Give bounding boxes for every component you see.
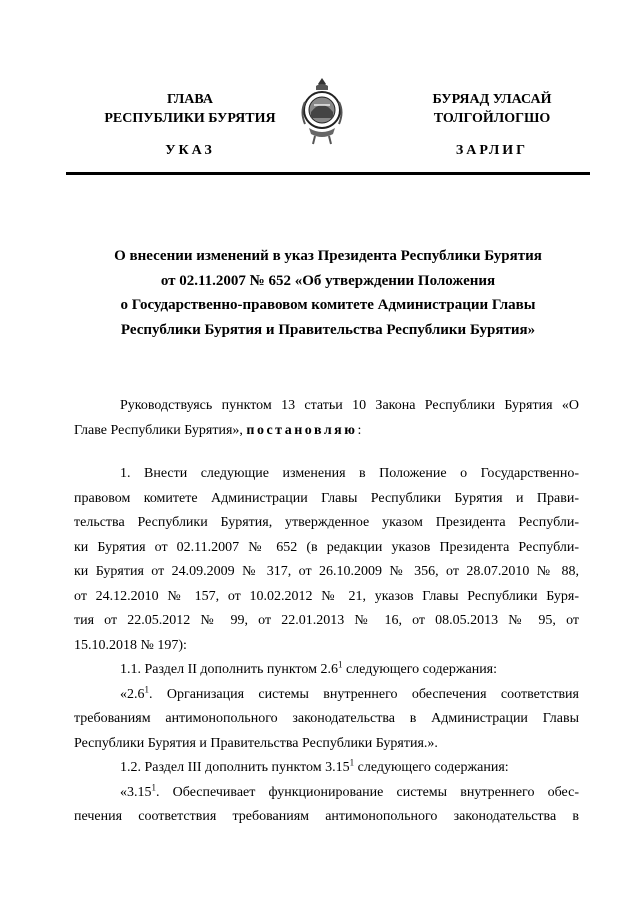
body-line: ки Бурятия от 02.11.2007 № 652 (в редакции указов Президента Республи- bbox=[74, 539, 579, 555]
quote-text: . Организация системы внутреннего обеспечения соответствия bbox=[149, 686, 579, 702]
body-line: 1. Внести следующие изменения в Положение о Государственно- bbox=[120, 466, 579, 481]
body-line: требованиям антимонопольного законодательства в Администрации Главы bbox=[74, 711, 579, 726]
header-right-title: БУРЯАД УЛАСАЙ bbox=[432, 92, 552, 107]
document-title bbox=[66, 244, 590, 342]
preamble-line: Руководствуясь пунктом 13 статьи 10 Закона Республики Бурятия «О bbox=[120, 398, 579, 413]
decree-word: постановляю bbox=[246, 422, 358, 438]
title-line: о Государственно-правовом комитете Администрации Главы bbox=[120, 297, 536, 313]
quote-text: . Обеспечивает функционирование системы внутреннего обес- bbox=[156, 784, 579, 800]
subsection-text: следующего содержания: bbox=[354, 760, 509, 775]
title-line: О внесении изменений в указ Президента Республики Бурятия bbox=[114, 248, 542, 264]
title-line: от 02.11.2007 № 652 «Об утверждении Положения bbox=[160, 272, 496, 289]
subsection-text: 1.2. Раздел III дополнить пунктом 3.15 bbox=[120, 760, 350, 775]
quote-3-15 bbox=[74, 781, 579, 806]
body-line: правовом комитете Администрации Главы Республики Бурятия и Прави- bbox=[74, 490, 579, 506]
body-line: Республики Бурятия и Правительства Республики Бурятия.». bbox=[74, 735, 438, 751]
subsection-1-1 bbox=[74, 658, 579, 683]
body-line: тия от 22.05.2012 № 99, от 22.01.2013 № 16, от 08.05.2013 № 95, от bbox=[74, 613, 579, 628]
body-line: от 24.12.2010 № 157, от 10.02.2012 № 21, указов Главы Республики Буря- bbox=[74, 588, 579, 604]
header-divider bbox=[66, 172, 590, 175]
header-left-subtitle: РЕСПУБЛИКИ БУРЯТИЯ bbox=[104, 111, 276, 126]
title-line: Республики Бурятия и Правительства Республики Бурятия» bbox=[120, 321, 536, 338]
quote-text: «3.15 bbox=[120, 784, 152, 800]
body-line: печения соответствия требованиям антимонопольного законодательства в bbox=[74, 809, 579, 824]
superscript: 1 bbox=[349, 757, 355, 768]
header-left bbox=[60, 90, 320, 128]
superscript: 1 bbox=[144, 683, 149, 694]
preamble-line bbox=[74, 419, 579, 444]
subsection-text: 1.1. Раздел II дополнить пунктом 2.6 bbox=[120, 662, 338, 677]
body-line: тельства Республики Бурятия, утвержденное указом Президента Республи- bbox=[74, 515, 579, 530]
body-line: ки Бурятия от 24.09.2009 № 317, от 26.10.2009 № 356, от 28.07.2010 № 88, bbox=[74, 564, 579, 579]
subsection-text: следующего содержания: bbox=[342, 662, 498, 677]
preamble-paragraph bbox=[74, 394, 579, 443]
preamble-end: : bbox=[357, 422, 362, 438]
doc-type-zarlig: ЗАРЛИГ bbox=[455, 143, 529, 158]
header-right bbox=[392, 90, 592, 128]
quote-text: «2.6 bbox=[120, 686, 145, 702]
quote-2-6 bbox=[74, 683, 579, 708]
republic-emblem-icon bbox=[297, 72, 347, 148]
body-line: 15.10.2018 № 197): bbox=[74, 637, 187, 653]
document-body bbox=[74, 462, 579, 830]
subsection-1-2 bbox=[74, 756, 579, 781]
superscript: 1 bbox=[337, 659, 343, 670]
doc-type-ukaz: УКАЗ bbox=[165, 143, 215, 158]
header-right-subtitle: ТОЛГОЙЛОГШО bbox=[433, 111, 551, 126]
preamble-text: Главе Республики Бурятия», bbox=[74, 422, 247, 438]
superscript: 1 bbox=[151, 781, 156, 792]
header-left-title: ГЛАВА bbox=[167, 92, 213, 107]
